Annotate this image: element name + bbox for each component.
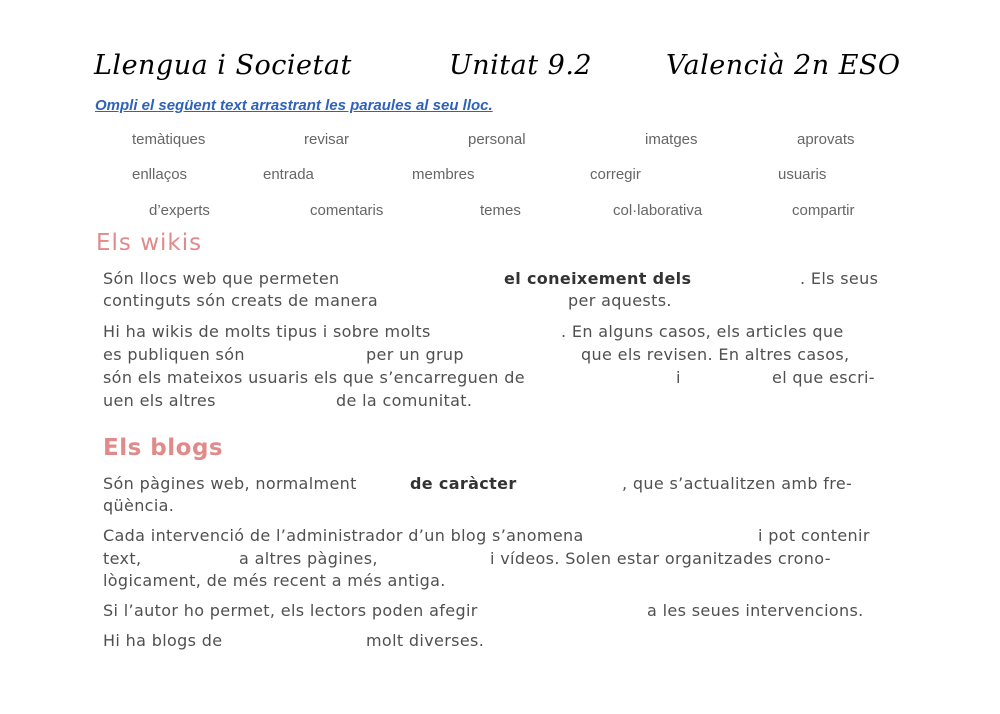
text-line <box>103 630 892 652</box>
draggable-word[interactable]: comentaris <box>310 202 384 219</box>
draggable-word[interactable]: revisar <box>304 131 350 148</box>
drop-blank[interactable] <box>720 269 805 289</box>
draggable-word[interactable]: entrada <box>263 166 314 183</box>
draggable-word[interactable]: usuaris <box>778 166 827 183</box>
draggable-word[interactable]: enllaços <box>132 166 188 183</box>
text-segment: per aquests. <box>568 291 672 310</box>
text-segment: són els mateixos usuaris els que s’encarreguen de <box>103 368 525 387</box>
text-line <box>103 390 892 412</box>
text-segment: Són pàgines web, normalment <box>103 474 357 493</box>
section-title-wikis: Els wikis <box>96 230 203 256</box>
drop-blank[interactable] <box>273 345 358 365</box>
text-segment: lògicament, de més recent a més antiga. <box>103 571 446 590</box>
text-segment: que els revisen. En altres casos, <box>581 345 850 364</box>
draggable-word[interactable]: personal <box>468 131 526 148</box>
text-line <box>103 344 892 366</box>
text-line <box>103 548 892 570</box>
text-segment: Cada intervenció de l’administrador d’un blog s’anomena <box>103 526 584 545</box>
text-segment: a les seues intervencions. <box>647 601 864 620</box>
draggable-word[interactable]: aprovats <box>797 131 855 148</box>
drop-blank[interactable] <box>675 526 750 546</box>
text-line <box>103 495 892 517</box>
text-segment: per un grup <box>366 345 464 364</box>
drop-blank[interactable] <box>598 368 668 388</box>
drop-blank[interactable] <box>503 322 558 342</box>
instruction-text: Ompli el següent text arrastrant les paraules al seu lloc. <box>95 97 493 114</box>
text-segment: continguts són creats de manera <box>103 291 378 310</box>
drop-blank[interactable] <box>693 368 763 388</box>
text-line <box>103 290 892 312</box>
draggable-word[interactable]: col·laborativa <box>613 202 703 219</box>
text-segment: text, <box>103 549 142 568</box>
draggable-word[interactable]: temes <box>480 202 521 219</box>
text-segment: , que s’actualitzen amb fre- <box>622 474 853 493</box>
drop-blank[interactable] <box>488 345 573 365</box>
draggable-word[interactable]: imatges <box>645 131 698 148</box>
drop-blank[interactable] <box>408 549 483 569</box>
text-segment: de caràcter <box>410 474 517 493</box>
header-subject: Llengua i Societat <box>94 50 352 81</box>
draggable-word[interactable]: corregir <box>590 166 641 183</box>
text-line <box>103 367 892 389</box>
text-segment: es publiquen són <box>103 345 245 364</box>
text-segment: . Els seus <box>800 269 879 288</box>
text-segment: Hi ha wikis de molts tipus i sobre molts <box>103 322 431 341</box>
text-segment: i vídeos. Solen estar organitzades crono- <box>490 549 831 568</box>
header-unit: Unitat 9.2 <box>449 50 593 81</box>
drop-blank[interactable] <box>428 291 563 311</box>
text-segment: i <box>676 368 681 387</box>
drop-blank[interactable] <box>243 391 328 411</box>
draggable-word[interactable]: membres <box>412 166 475 183</box>
text-segment: de la comunitat. <box>336 391 473 410</box>
draggable-word[interactable]: compartir <box>792 202 855 219</box>
drop-blank[interactable] <box>158 549 233 569</box>
text-line <box>103 268 892 290</box>
text-line <box>103 570 892 592</box>
drop-blank[interactable] <box>535 601 635 621</box>
header-course: Valencià 2n ESO <box>666 50 901 81</box>
text-line <box>103 600 892 622</box>
text-segment: . En alguns casos, els articles que <box>561 322 844 341</box>
text-segment: Si l’autor ho permet, els lectors poden afegir <box>103 601 478 620</box>
text-segment: a altres pàgines, <box>239 549 378 568</box>
text-segment: molt diverses. <box>366 631 485 650</box>
draggable-word[interactable]: d’experts <box>149 202 210 219</box>
text-line <box>103 525 892 547</box>
draggable-word[interactable]: temàtiques <box>132 131 206 148</box>
text-segment: el coneixement dels <box>504 269 692 288</box>
drop-blank[interactable] <box>248 631 358 651</box>
text-segment: i pot contenir <box>758 526 870 545</box>
text-segment: uen els altres <box>103 391 216 410</box>
text-line <box>103 473 892 495</box>
text-line <box>103 321 892 343</box>
section-title-blogs: Els blogs <box>103 435 224 461</box>
text-segment: Són llocs web que permeten <box>103 269 340 288</box>
text-segment: Hi ha blogs de <box>103 631 223 650</box>
text-segment: el que escri- <box>772 368 875 387</box>
text-segment: qüència. <box>103 496 175 515</box>
drop-blank[interactable] <box>533 474 618 494</box>
drop-blank[interactable] <box>393 269 498 289</box>
